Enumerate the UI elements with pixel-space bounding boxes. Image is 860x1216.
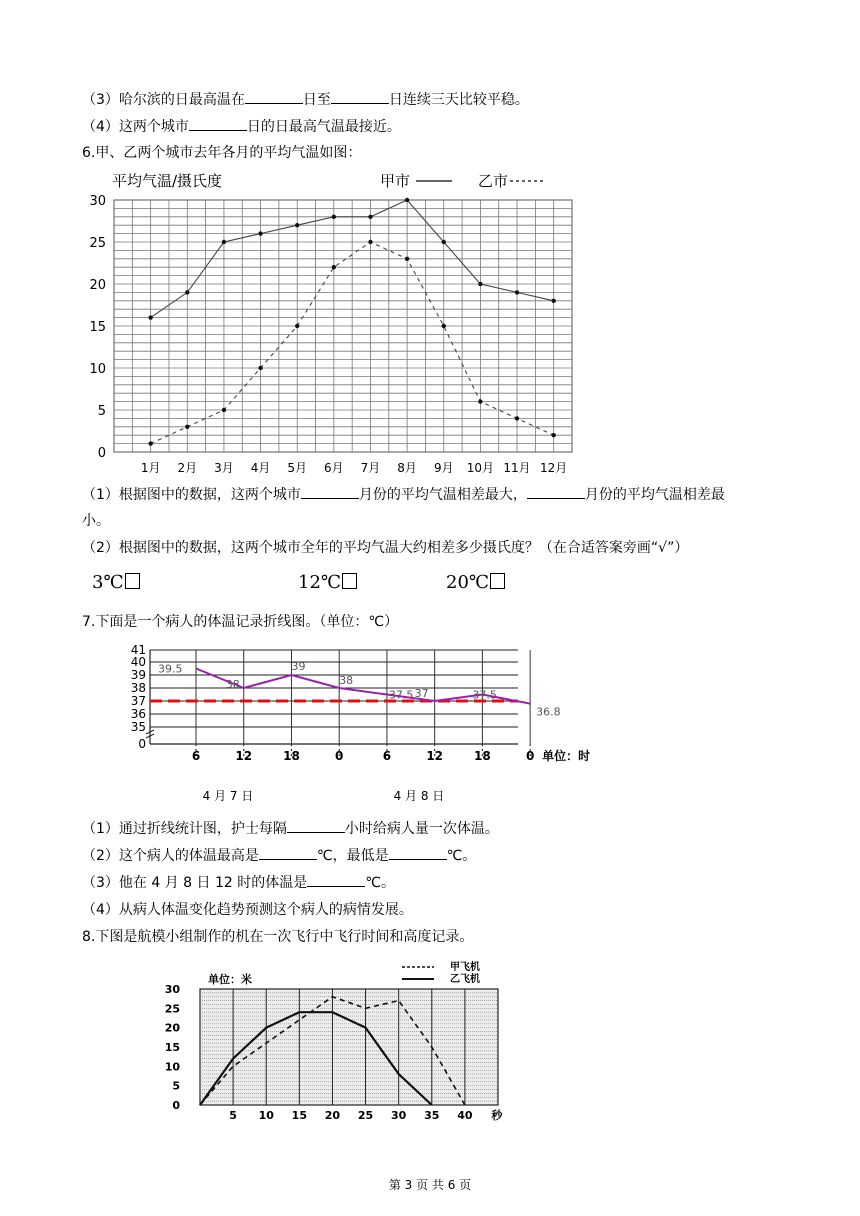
q7-item3-a: （3）他在 4 月 8 日 12 时的体温是 — [82, 875, 308, 891]
q6-item1-a: （1）根据图中的数据，这两个城市 — [82, 487, 301, 503]
x-tick-label: 18 — [283, 749, 300, 763]
data-point — [185, 425, 189, 429]
answer-blank[interactable] — [259, 847, 317, 860]
x-tick-label: 2月 — [177, 461, 198, 475]
y-tick-label: 15 — [89, 320, 106, 335]
x-tick-label: 12月 — [540, 461, 568, 475]
choice-label: 3℃ — [92, 572, 124, 593]
x-tick-label: 40 — [457, 1109, 473, 1122]
y-tick-label: 0 — [138, 737, 146, 751]
y-tick-label: 20 — [89, 278, 106, 293]
y-tick-label: 10 — [89, 362, 106, 377]
data-point — [332, 265, 336, 269]
page-footer: 第 3 页 共 6 页 — [388, 1178, 472, 1192]
q6-legend — [380, 172, 546, 190]
data-point — [148, 315, 152, 319]
data-point — [551, 299, 555, 303]
q7-item3-b: ℃。 — [365, 875, 395, 891]
x-tick-label: 4月 — [250, 461, 271, 475]
data-label: 39.5 — [158, 662, 183, 676]
legend-label: 乙飞机 — [450, 974, 480, 985]
x-tick-label: 20 — [324, 1109, 341, 1122]
data-point — [258, 366, 262, 370]
q6-item1-b: 月份的平均气温相差最大， — [358, 487, 527, 503]
x-tick-label: 6月 — [324, 461, 344, 475]
x-tick-label: 12 — [235, 749, 253, 763]
y-tick-label: 0 — [172, 1099, 180, 1112]
data-point — [332, 215, 336, 219]
data-label: 36.8 — [536, 705, 561, 719]
y-tick-label: 36 — [130, 707, 146, 721]
q7-title: 7.下面是一个病人的体温记录折线图。（单位：℃） — [82, 614, 399, 630]
data-point — [368, 215, 372, 219]
answer-blank[interactable] — [389, 847, 447, 860]
data-label: 37 — [414, 687, 429, 700]
data-point — [295, 223, 299, 227]
x-tick-label: 25 — [357, 1109, 374, 1122]
q5-item4-tail: 日的日最高气温最接近。 — [246, 119, 401, 135]
q7-item2 — [82, 845, 476, 865]
data-point — [478, 399, 482, 403]
data-point — [515, 416, 519, 420]
q8-flight-chart — [156, 955, 526, 1125]
data-point — [295, 324, 299, 328]
data-point — [515, 290, 519, 294]
x-tick-label: 0 — [335, 749, 344, 763]
q7-item3 — [82, 872, 395, 892]
data-point — [442, 240, 446, 244]
x-tick-label: 12 — [426, 749, 444, 763]
answer-blank[interactable] — [331, 91, 389, 104]
q5-item4-label: （4）这两个城市 — [82, 119, 189, 135]
y-tick-label: 15 — [164, 1041, 180, 1054]
q8-chart-title: 单位：米 — [208, 973, 252, 986]
x-tick-label: 7月 — [360, 461, 381, 475]
answer-blank[interactable] — [189, 118, 247, 131]
answer-blank[interactable] — [245, 91, 303, 104]
q7-item2-a: （2）这个病人的体温最高是 — [82, 848, 259, 864]
y-tick-label: 5 — [172, 1079, 180, 1093]
legend-label: 甲飞机 — [450, 962, 480, 973]
q5-item3-mid: 日至 — [302, 92, 331, 108]
q6-choice-c[interactable] — [446, 572, 505, 593]
q5-item3-label: （3）哈尔滨的日最高温在 — [82, 92, 245, 108]
data-point — [478, 282, 482, 286]
q8-title: 8.下图是航模小组制作的机在一次飞行中飞行时间和高度记录。 — [82, 929, 474, 945]
q7-item1-b: 小时给病人量一次体温。 — [344, 821, 499, 837]
y-tick-label: 40 — [130, 655, 146, 669]
y-tick-label: 10 — [164, 1060, 180, 1074]
x-tick-label: 10 — [258, 1109, 274, 1122]
q5-item3 — [82, 89, 529, 109]
answer-blank[interactable] — [527, 486, 585, 499]
date-label: 4 月 8 日 — [393, 789, 445, 803]
checkbox-icon[interactable] — [125, 573, 140, 589]
y-tick-label: 39 — [130, 668, 146, 682]
q7-item1-a: （1）通过折线统计图，护士每隔 — [82, 821, 287, 837]
answer-blank[interactable] — [301, 486, 359, 499]
choice-label: 20℃ — [446, 572, 490, 593]
data-point — [405, 257, 409, 261]
data-point — [442, 324, 446, 328]
data-point — [551, 433, 555, 437]
y-tick-label: 30 — [164, 983, 180, 996]
data-label: 38 — [225, 678, 240, 691]
q6-choice-a[interactable] — [92, 572, 140, 593]
y-tick-label: 5 — [97, 404, 106, 419]
q6-item1-wrap: 小。 — [82, 513, 110, 529]
legend-label: 乙市 — [478, 172, 509, 190]
x-axis-unit: 秒 — [491, 1109, 503, 1122]
choice-label: 12℃ — [298, 572, 342, 593]
q7-item2-b: ℃，最低是 — [316, 848, 389, 864]
checkbox-icon[interactable] — [342, 573, 357, 589]
data-label: 37.5 — [388, 688, 414, 702]
q5-item4 — [82, 116, 401, 136]
x-tick-label: 10月 — [466, 461, 495, 475]
q6-title: 6.甲、乙两个城市去年各月的平均气温如图： — [82, 145, 362, 161]
x-tick-label: 5 — [229, 1109, 237, 1122]
q6-ylabel: 平均气温/摄氏度 — [112, 172, 223, 190]
q5-item3-tail: 日连续三天比较平稳。 — [388, 92, 529, 108]
y-tick-label: 20 — [164, 1021, 180, 1035]
y-tick-label: 30 — [89, 194, 106, 209]
q7-body-temp-chart — [120, 640, 600, 810]
checkbox-icon[interactable] — [490, 573, 505, 589]
legend-label: 甲市 — [380, 172, 411, 190]
y-tick-label: 0 — [97, 446, 106, 461]
data-point — [222, 408, 226, 412]
q6-item1-c: 月份的平均气温相差最 — [584, 487, 725, 503]
y-tick-label: 25 — [89, 236, 106, 251]
q7-item1 — [82, 818, 499, 838]
q7-item2-c: ℃。 — [446, 848, 477, 864]
data-point — [368, 240, 372, 244]
y-tick-label: 41 — [130, 643, 146, 657]
data-point — [258, 231, 262, 235]
q6-choice-b[interactable] — [298, 572, 357, 593]
data-point — [405, 198, 409, 202]
data-point — [185, 290, 189, 294]
y-tick-label: 25 — [164, 1002, 180, 1016]
data-label: 39 — [291, 660, 306, 673]
y-tick-label: 35 — [130, 720, 146, 734]
x-axis-unit: 单位：时 — [542, 749, 591, 763]
answer-blank[interactable] — [307, 874, 365, 887]
x-tick-label: 0 — [525, 749, 535, 763]
x-tick-label: 35 — [424, 1109, 440, 1122]
q6-temperature-chart — [86, 166, 596, 476]
x-tick-label: 1月 — [140, 461, 161, 475]
y-tick-label: 38 — [130, 681, 146, 695]
x-tick-label: 3月 — [214, 461, 234, 475]
x-tick-label: 11月 — [503, 461, 531, 475]
q6-item1 — [82, 484, 725, 504]
date-label: 4 月 7 日 — [202, 789, 254, 803]
x-tick-label: 30 — [391, 1109, 407, 1122]
x-tick-label: 9月 — [433, 461, 454, 475]
data-label: 38 — [339, 674, 354, 687]
q6-item2: （2）根据图中的数据，这两个城市全年的平均气温大约相差多少摄氏度？（在合适答案旁画“√”） — [82, 540, 689, 556]
x-tick-label: 5月 — [287, 461, 308, 475]
q7-item4: （4）从病人体温变化趋势预测这个病人的病情发展。 — [82, 902, 413, 918]
data-point — [148, 441, 152, 445]
x-tick-label: 15 — [291, 1109, 307, 1122]
x-tick-label: 18 — [474, 749, 491, 763]
y-tick-label: 37 — [130, 694, 146, 708]
data-label: 37.5 — [472, 688, 497, 702]
data-point — [222, 240, 226, 244]
x-tick-label: 6 — [191, 749, 201, 763]
x-tick-label: 6 — [382, 749, 392, 763]
answer-blank[interactable] — [287, 820, 345, 833]
x-tick-label: 8月 — [397, 461, 417, 475]
